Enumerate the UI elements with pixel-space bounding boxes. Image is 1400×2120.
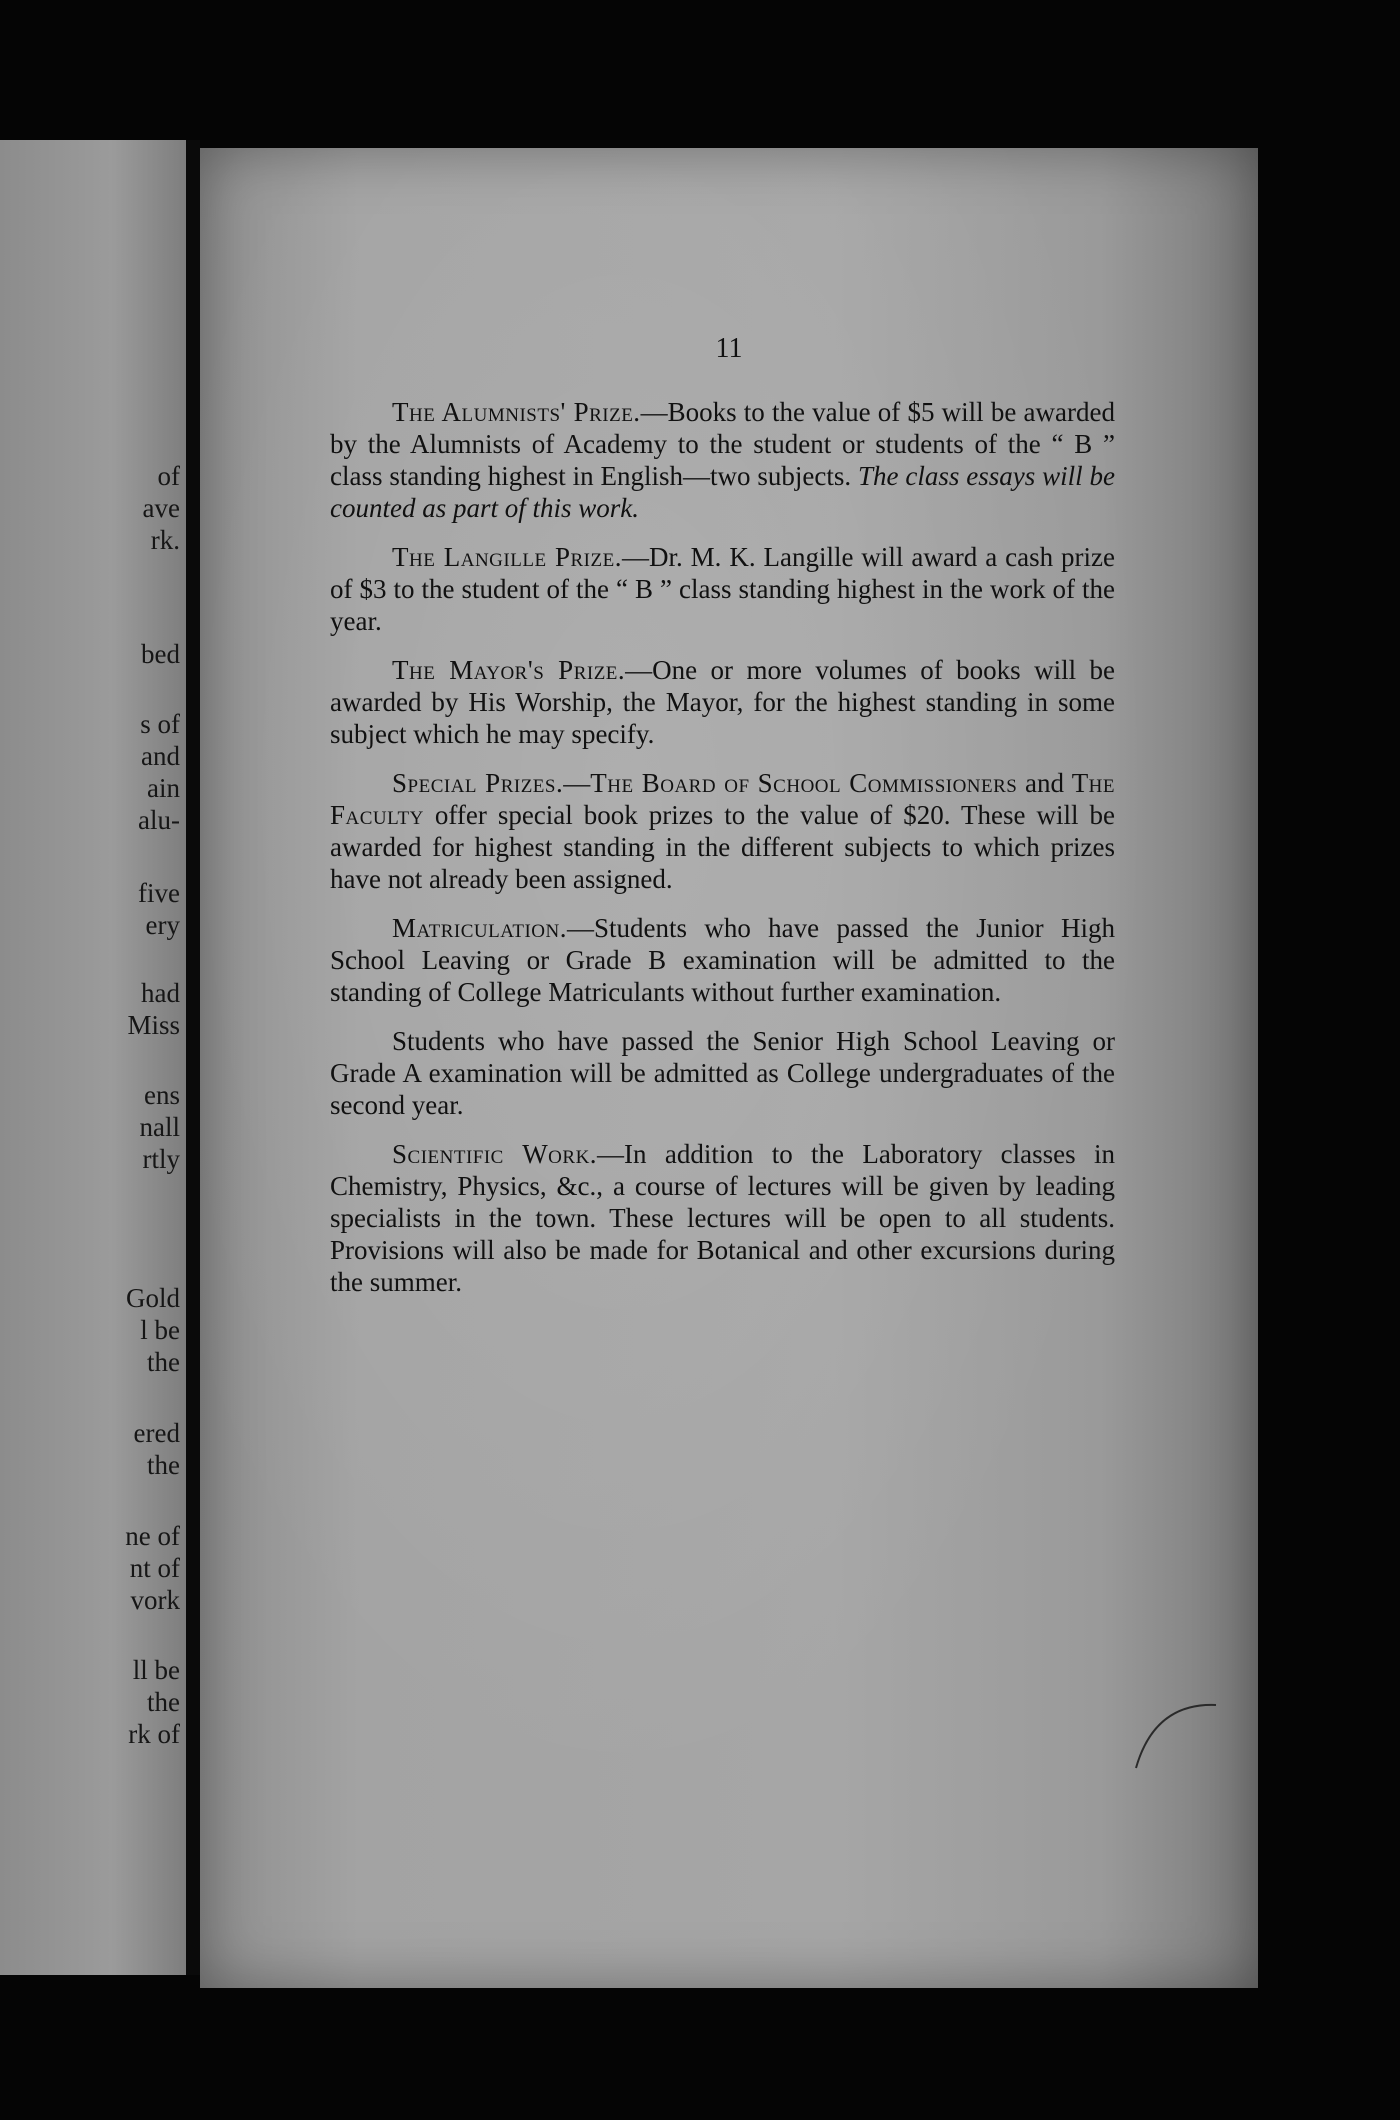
left-fragment: five xyxy=(138,878,180,908)
left-fragment: ain xyxy=(147,773,180,803)
paragraph-heading: Scientific Work. xyxy=(392,1139,598,1169)
paragraph-matriculation xyxy=(330,912,1115,1008)
paragraph-text: Students who have passed the Senior High School Leaving or Grade A examination will be admitted as College undergraduates of the second year. xyxy=(330,1026,1115,1120)
left-fragment: ery xyxy=(145,910,180,940)
paragraph-italic-note: The class essays will be counted as part of this work. xyxy=(330,461,1115,523)
paragraph-text: — xyxy=(563,768,591,798)
scratch-mark xyxy=(1128,1683,1218,1773)
page-body xyxy=(330,396,1115,1315)
left-fragment: the xyxy=(147,1450,180,1480)
paragraph-text: —In addition to the Laboratory classes in Chemistry, Physics, &c., a course of lectures will be given by leading specialists in the town. These lectures will be open to all students. Provisions will also be made for Botanical and other excursions during the summer. xyxy=(330,1139,1115,1297)
paragraph-senior-students xyxy=(330,1025,1115,1121)
paragraph-text: offer special book prizes to the value of $20. These will be awarded for highest standing in the different subjects to which prizes have not already been assigned. xyxy=(330,800,1115,894)
paragraph-special-prizes xyxy=(330,767,1115,895)
paragraph-heading: The Langille Prize. xyxy=(392,542,622,572)
left-fragment: alu- xyxy=(138,805,180,835)
paragraph-heading: Matriculation. xyxy=(392,913,567,943)
paragraph-langille-prize xyxy=(330,541,1115,637)
left-fragment: Miss xyxy=(127,1010,180,1040)
left-fragment: of xyxy=(157,461,180,491)
left-fragment: rk. xyxy=(150,525,180,555)
left-fragment: nall xyxy=(139,1112,180,1142)
paragraph-mayors-prize xyxy=(330,654,1115,750)
page-gutter xyxy=(186,140,200,1975)
paragraph-heading: The Alumnists' Prize. xyxy=(392,397,641,427)
page-number: 11 xyxy=(715,333,743,364)
left-fragment: the xyxy=(147,1347,180,1377)
paragraph-text: —Books to the value of $5 will be awarded by the Alumnists of Academy to the student or students of the “ B ” class standing highest in English—two subjects. xyxy=(330,397,1115,491)
left-page-edge xyxy=(0,140,186,1975)
document-page xyxy=(200,148,1258,1988)
paragraph-text: —Students who have passed the Junior High School Leaving or Grade B examination will be admitted to the standing of College Matriculants without further examination. xyxy=(330,913,1115,1007)
left-fragment: ne of xyxy=(125,1521,180,1551)
paragraph-text: and xyxy=(1017,768,1072,798)
left-fragment: rk of xyxy=(128,1719,180,1749)
left-fragment: and xyxy=(141,741,180,771)
paragraph-text: —One or more volumes of books will be awarded by His Worship, the Mayor, for the highest standing in some subject which he may specify. xyxy=(330,655,1115,749)
left-fragment: ave xyxy=(142,493,180,523)
paragraph-scientific-work xyxy=(330,1138,1115,1298)
paragraph-heading: The Mayor's Prize. xyxy=(392,655,626,685)
left-fragment: rtly xyxy=(142,1144,180,1174)
paragraph-alumnists-prize xyxy=(330,396,1115,524)
left-fragment: ll be xyxy=(132,1655,180,1685)
left-fragment: had xyxy=(141,978,180,1008)
paragraph-heading-faculty: The Faculty xyxy=(330,768,1116,830)
left-fragment: nt of xyxy=(129,1553,180,1583)
left-fragment: Gold xyxy=(126,1283,180,1313)
left-fragment: vork xyxy=(130,1585,180,1615)
left-fragment: ered xyxy=(133,1418,180,1448)
left-fragment: ens xyxy=(144,1080,180,1110)
left-fragment: the xyxy=(147,1687,180,1717)
paragraph-text: —Dr. M. K. Langille will award a cash prize of $3 to the student of the “ B ” class standing highest in the work of the year. xyxy=(330,542,1115,636)
paragraph-heading-board: The Board of School Commissioners xyxy=(590,768,1018,798)
left-fragment: bed xyxy=(141,639,180,669)
left-fragment: l be xyxy=(140,1315,180,1345)
left-fragment: s of xyxy=(140,709,180,739)
paragraph-heading: Special Prizes. xyxy=(392,768,564,798)
